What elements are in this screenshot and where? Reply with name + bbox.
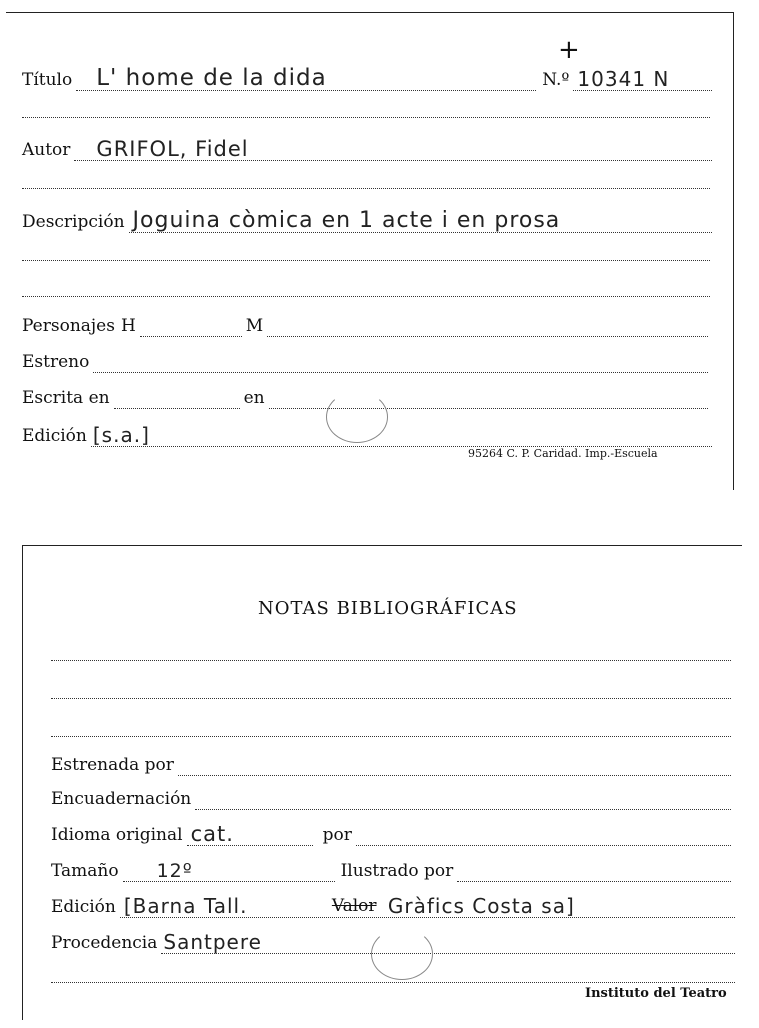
idioma-label: Idioma original: [51, 825, 183, 845]
numero-value: 10341 N: [577, 67, 670, 91]
encuadernacion-label: Encuadernación: [51, 789, 192, 809]
autor-field: [74, 137, 712, 161]
procedencia-value: Santpere: [163, 930, 262, 954]
valor-label: Valor: [331, 896, 377, 916]
catalog-card-front: [6, 12, 734, 490]
back-edicion-field: [120, 894, 735, 918]
estrenada-label: Estrenada por: [51, 755, 174, 775]
personajes-m-label: M: [245, 316, 264, 336]
procedencia-label: Procedencia: [51, 933, 158, 953]
descripcion-value: Joguina còmica en 1 acte i en prosa: [132, 208, 561, 233]
autor-value: GRIFOL, Fidel: [96, 137, 249, 161]
back-blank-line: [51, 981, 735, 983]
front-footer: 95264 C. P. Caridad. Imp.-Escuela: [468, 447, 658, 460]
descripcion-field: [129, 208, 712, 233]
numero-label: N.º: [542, 70, 570, 90]
estreno-row: [22, 349, 712, 373]
titulo-row: [22, 63, 712, 91]
back-edicion-value: [Barna Tall.: [123, 894, 248, 918]
idioma-row: [51, 820, 735, 846]
back-edicion-value-2: Gràfics Costa sa]: [387, 894, 575, 918]
titulo-field: [76, 65, 536, 91]
tamano-label: Tamaño: [51, 861, 119, 881]
notes-line-2: [51, 697, 731, 699]
notas-heading: NOTAS BIBLIOGRÁFICAS: [258, 598, 518, 619]
back-edicion-row: [51, 890, 735, 918]
blank-line-2: [22, 187, 710, 189]
tamano-value: 12º: [156, 860, 193, 882]
escrita-label: Escrita en: [22, 388, 110, 408]
back-edicion-label: Edición: [51, 897, 116, 917]
idioma-value: cat.: [190, 822, 234, 846]
punch-hole: [326, 391, 388, 443]
encuadernacion-row: [51, 786, 735, 810]
blank-line-3: [22, 259, 710, 261]
descripcion-row: [22, 203, 712, 233]
estreno-label: Estreno: [22, 352, 90, 372]
blank-line-1: [22, 116, 710, 118]
autor-label: Autor: [22, 140, 71, 160]
back-footer: Instituto del Teatro: [585, 986, 727, 1001]
titulo-value: L' home de la dida: [96, 65, 327, 91]
tamano-row: [51, 856, 735, 882]
procedencia-field: [161, 930, 735, 954]
escrita-en-label: en: [243, 388, 265, 408]
idioma-por-label: por: [322, 825, 352, 845]
notes-line-3: [51, 735, 731, 737]
autor-row: [22, 133, 712, 161]
edicion-value: [s.a.]: [92, 423, 150, 447]
personajes-row: [22, 313, 712, 337]
titulo-label: Título: [22, 70, 73, 90]
catalog-card-back: [22, 545, 742, 1020]
back-punch-hole: [371, 928, 433, 980]
blank-line-4: [22, 295, 710, 297]
personajes-h-label: H: [120, 316, 136, 336]
descripcion-label: Descripción: [22, 212, 125, 232]
personajes-label: Personajes: [22, 316, 115, 336]
idioma-field: [187, 822, 313, 846]
numero-field: [573, 67, 712, 91]
cross-mark: +: [558, 35, 580, 65]
tamano-field: [123, 860, 335, 882]
edicion-label: Edición: [22, 426, 87, 446]
ilustrado-label: Ilustrado por: [340, 861, 454, 881]
estrenada-row: [51, 752, 735, 776]
notes-line-1: [51, 659, 731, 661]
